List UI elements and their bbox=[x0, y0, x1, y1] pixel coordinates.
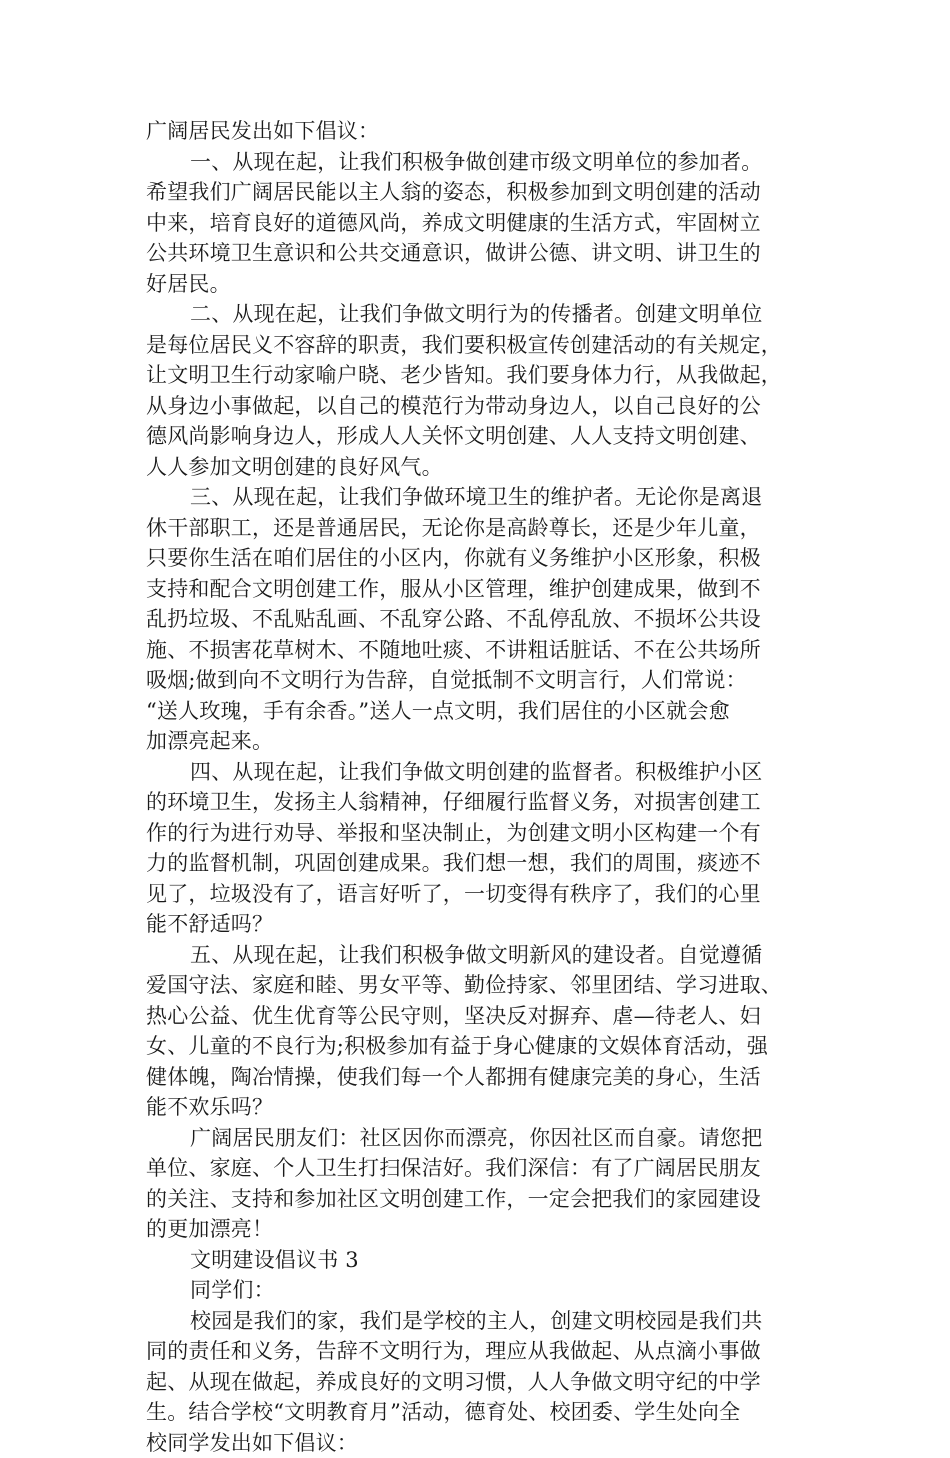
text-line: 乱扔垃圾、不乱贴乱画、不乱穿公路、不乱停乱放、不损坏公共设 bbox=[146, 604, 806, 635]
text-line: 健体魄，陶冶情操，使我们每一个人都拥有健康完美的身心，生活 bbox=[146, 1062, 806, 1093]
text-line: 同学们： bbox=[146, 1275, 806, 1306]
text-line: 一、从现在起，让我们积极争做创建市级文明单位的参加者。 bbox=[146, 147, 806, 178]
text-line: 中来，培育良好的道德风尚，养成文明健康的生活方式，牢固树立 bbox=[146, 208, 806, 239]
text-line: 单位、家庭、个人卫生打扫保洁好。我们深信：有了广阔居民朋友 bbox=[146, 1153, 806, 1184]
text-line: 校园是我们的家，我们是学校的主人，创建文明校园是我们共 bbox=[146, 1306, 806, 1337]
text-line: 公共环境卫生意识和公共交通意识，做讲公德、讲文明、讲卫生的 bbox=[146, 238, 806, 269]
text-line: 同的责任和义务，告辞不文明行为，理应从我做起、从点滴小事做 bbox=[146, 1336, 806, 1367]
text-line: 施、不损害花草树木、不随地吐痰、不讲粗话脏话、不在公共场所 bbox=[146, 635, 806, 666]
text-line: 爱国守法、家庭和睦、男女平等、勤俭持家、邻里团结、学习进取、 bbox=[146, 970, 806, 1001]
text-line: 文明建设倡议书 3 bbox=[146, 1245, 806, 1276]
document-body bbox=[146, 116, 806, 1458]
text-line: 休干部职工，还是普通居民，无论你是高龄尊长，还是少年儿童， bbox=[146, 513, 806, 544]
text-line: 能不舒适吗？ bbox=[146, 909, 806, 940]
text-line: 五、从现在起，让我们积极争做文明新风的建设者。自觉遵循 bbox=[146, 940, 806, 971]
text-line: 四、从现在起，让我们争做文明创建的监督者。积极维护小区 bbox=[146, 757, 806, 788]
text-line: “送人玫瑰，手有余香。”送人一点文明，我们居住的小区就会愈 bbox=[146, 696, 806, 727]
text-line: 女、儿童的不良行为;积极参加有益于身心健康的文娱体育活动，强 bbox=[146, 1031, 806, 1062]
text-line: 见了，垃圾没有了，语言好听了，一切变得有秩序了，我们的心里 bbox=[146, 879, 806, 910]
text-line: 从身边小事做起，以自己的模范行为带动身边人，以自己良好的公 bbox=[146, 391, 806, 422]
text-line: 热心公益、优生优育等公民守则，坚决反对摒弃、虐—待老人、妇 bbox=[146, 1001, 806, 1032]
text-line: 能不欢乐吗？ bbox=[146, 1092, 806, 1123]
text-line: 二、从现在起，让我们争做文明行为的传播者。创建文明单位 bbox=[146, 299, 806, 330]
text-line: 人人参加文明创建的良好风气。 bbox=[146, 452, 806, 483]
text-line: 只要你生活在咱们居住的小区内，你就有义务维护小区形象，积极 bbox=[146, 543, 806, 574]
text-line: 力的监督机制，巩固创建成果。我们想一想，我们的周围，痰迹不 bbox=[146, 848, 806, 879]
text-line: 生。结合学校“文明教育月”活动，德育处、校团委、学生处向全 bbox=[146, 1397, 806, 1428]
text-line: 起、从现在做起，养成良好的文明习惯，人人争做文明守纪的中学 bbox=[146, 1367, 806, 1398]
text-line: 吸烟;做到向不文明行为告辞，自觉抵制不文明言行，人们常说： bbox=[146, 665, 806, 696]
text-line: 是每位居民义不容辞的职责，我们要积极宣传创建活动的有关规定， bbox=[146, 330, 806, 361]
text-line: 德风尚影响身边人，形成人人关怀文明创建、人人支持文明创建、 bbox=[146, 421, 806, 452]
text-line: 的更加漂亮！ bbox=[146, 1214, 806, 1245]
text-line: 支持和配合文明创建工作，服从小区管理，维护创建成果，做到不 bbox=[146, 574, 806, 605]
text-line: 作的行为进行劝导、举报和坚决制止，为创建文明小区构建一个有 bbox=[146, 818, 806, 849]
text-line: 广阔居民发出如下倡议： bbox=[146, 116, 806, 147]
text-line: 三、从现在起，让我们争做环境卫生的维护者。无论你是离退 bbox=[146, 482, 806, 513]
text-line: 好居民。 bbox=[146, 269, 806, 300]
text-line: 的环境卫生，发扬主人翁精神，仔细履行监督义务，对损害创建工 bbox=[146, 787, 806, 818]
text-line: 的关注、支持和参加社区文明创建工作，一定会把我们的家园建设 bbox=[146, 1184, 806, 1215]
text-line: 校同学发出如下倡议： bbox=[146, 1428, 806, 1458]
text-line: 希望我们广阔居民能以主人翁的姿态，积极参加到文明创建的活动 bbox=[146, 177, 806, 208]
text-line: 让文明卫生行动家喻户晓、老少皆知。我们要身体力行，从我做起， bbox=[146, 360, 806, 391]
text-line: 加漂亮起来。 bbox=[146, 726, 806, 757]
text-line: 广阔居民朋友们：社区因你而漂亮，你因社区而自豪。请您把 bbox=[146, 1123, 806, 1154]
